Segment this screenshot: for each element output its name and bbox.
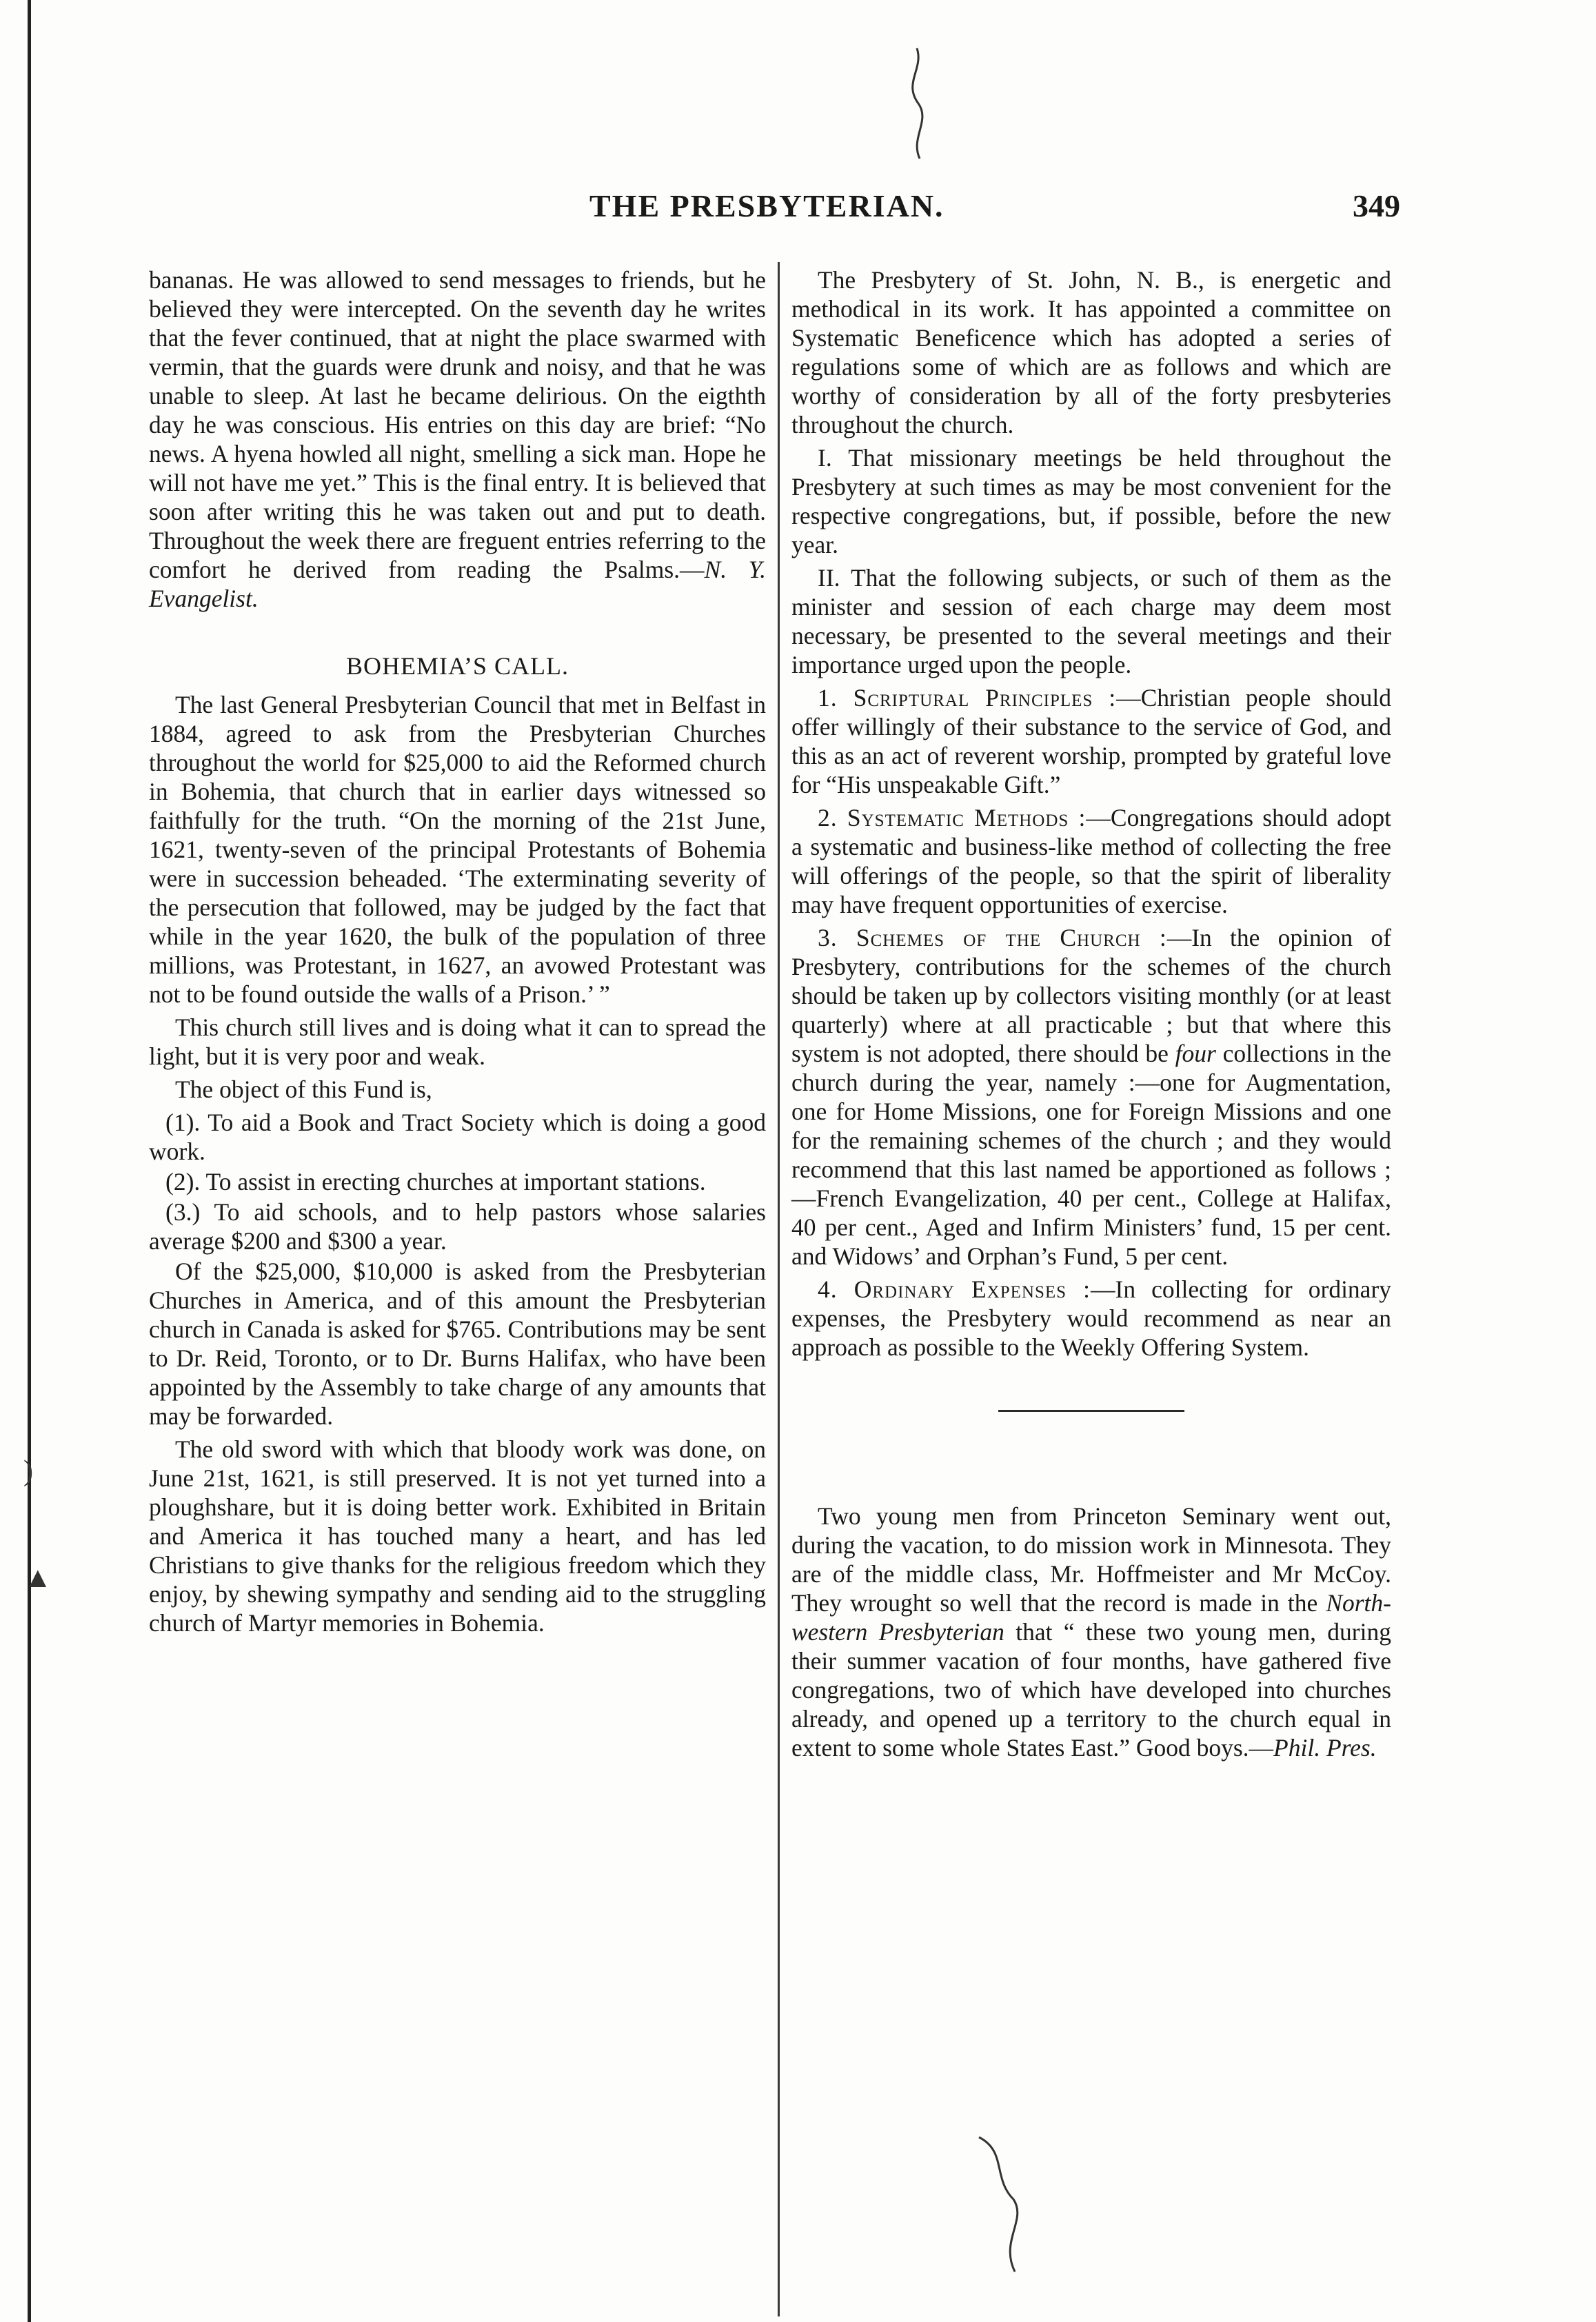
- article-text: that “ these two young men, during their summer vacation of four months, have gathered five congregations, two of which have developed into churches already, and opened up a territory to the church equal in extent to some whole States East.” Good boys.—: [791, 1618, 1391, 1761]
- margin-mark: ▲: [23, 1562, 52, 1594]
- subject-label: 1. Scriptural Principles :: [818, 684, 1117, 711]
- subject-text: —Christian people should offer willingly of their substance to the service of God, and this as an act of reverent worship, prompted by grateful love for “His unspeakable Gift.”: [791, 684, 1391, 798]
- fund-object-item: (1). To aid a Book and Tract Society which is doing a good work.: [149, 1109, 766, 1165]
- article-heading: BOHEMIA’S CALL.: [345, 652, 569, 680]
- article-paragraph: The last General Presbyterian Council that met in Belfast in 1884, agreed to ask from the Presbyterian Churches throughout the world for $25,000 to aid the Reformed church in Bohemia, that church that in earlier days witnessed so faithfully for the truth. “On the morning of the 21st June, 1621, twenty-seven of the principal Protestants of Bohemia were in succession beheaded. ‘The exterminating severity of the persecution that followed, may be judged by the fact that while in the year 1620, the bulk of the population of three millions, was Protestant, in 1627, an avowed Protestant was not to be found outside the walls of a Prison.’ ”: [149, 691, 766, 1008]
- right-column: [791, 265, 1391, 1766]
- fund-object-item: (2). To assist in erecting churches at important stations.: [165, 1168, 706, 1195]
- column-divider: [778, 262, 780, 2316]
- margin-mark: ): [23, 1455, 33, 1487]
- article-paragraph: This church still lives and is doing what it can to spread the light, but it is very poor and weak.: [149, 1013, 766, 1070]
- subject-item: [791, 803, 1391, 919]
- regulation-item: I. That missionary meetings be held throughout the Presbytery at such times as may be most convenient for the respective congregations, but, if possible, before the new year.: [791, 444, 1391, 558]
- subject-text: —In the opinion of Presbytery, contributions for the schemes of the church should be taken up by collectors visiting monthly (or at least quarterly) where at all practicable ; but that where this system is not adopted, there should be: [791, 924, 1391, 1067]
- margin-scrawl-bottom: [965, 2130, 1048, 2282]
- article-continuation-text: bananas. He was allowed to send messages to friends, but he believed they were intercepted. On the seventh day he writes that the fever continued, that at night the place swarmed with vermin, that the guards were drunk and noisy, and that he was unable to sleep. At last he became delirious. On the eigthth day he was conscious. His entries on this day are brief: “No news. A hyena howled all night, smelling a sick man. Hope he will not have me yet.” This is the final entry. It is believed that soon after writing this he was taken out and put to death. Throughout the week there are freguent entries referring to the comfort he derived from reading the Psalms.—: [149, 266, 766, 583]
- article-paragraph: [791, 1502, 1391, 1762]
- newspaper-title: North-western Presbyterian: [791, 1589, 1391, 1646]
- subject-item: [791, 923, 1391, 1271]
- subject-label: 3. Schemes of the Church :: [818, 924, 1167, 951]
- subject-item: [791, 683, 1391, 799]
- article-paragraph: The Presbytery of St. John, N. B., is energetic and methodical in its work. It has appointed a committee on Systematic Beneficence which has adopted a series of regulations some of which are as follows and which are worthy of consideration by all of the forty presbyteries throughout the church.: [791, 266, 1391, 438]
- left-column: [149, 265, 766, 1642]
- subject-text: —In collecting for ordinary expenses, the Presbytery would recommend as near an approach as possible to the Weekly Offering System.: [791, 1275, 1392, 1361]
- article-continuation: [149, 265, 766, 613]
- page-edge-rule: [28, 0, 31, 2322]
- article-paragraph: Of the $25,000, $10,000 is asked from the Presbyterian Churches in America, and of this amount the Presbyterian church in Canada is asked for $765. Contributions may be sent to Dr. Reid, Toronto, or to Dr. Burns Halifax, who have been appointed by the Assembly to take charge of any amounts that may be forwarded.: [149, 1258, 766, 1430]
- subject-label: 4. Ordinary Expenses :: [818, 1275, 1091, 1303]
- margin-scrawl-top: [876, 41, 958, 179]
- subject-text: —Congregations should adopt a systematic and business-like method of collecting the free will offerings of the people, so that the spirit of liberality may have frequent opportunities of exercise.: [791, 804, 1391, 918]
- subject-label: 2. Systematic Methods :: [818, 804, 1087, 831]
- article-paragraph: The old sword with which that bloody work was done, on June 21st, 1621, is still preserved. It is not yet turned into a ploughshare, but it is doing better work. Exhibited in Britain and America it has touched many a heart, and has led Christians to give thanks for the religious freedom which they enjoy, by shewing sympathy and sending aid to the struggling church of Martyr memories in Bohemia.: [149, 1435, 766, 1637]
- page-number: 349: [1353, 188, 1400, 223]
- subject-emphasis: four: [1175, 1040, 1216, 1067]
- article-paragraph: The object of this Fund is,: [175, 1076, 432, 1103]
- publication-title: THE PRESBYTERIAN.: [589, 188, 945, 223]
- section-divider: [998, 1410, 1184, 1412]
- article-text: Two young men from Princeton Seminary went out, during the vacation, to do mission work in Minnesota. They are of the middle class, Mr. Hoffmeister and Mr McCoy. They wrought so well that the record is made in the: [791, 1502, 1391, 1617]
- regulation-item: II. That the following subjects, or such of them as the minister and session of each charge may deem most necessary, be presented to the several meetings and their importance urged upon the people.: [791, 564, 1391, 678]
- subject-item: [791, 1275, 1391, 1362]
- article-source: Phil. Pres.: [1273, 1734, 1377, 1761]
- subject-text: collections in the church during the year, namely :—one for Augmentation, one for Home Missions, one for Foreign Missions and one for the remaining schemes of the church ; and they would recommend that this last named be apportioned as follows ;—French Evangelization, 40 per cent., College at Halifax, 40 per cent., Aged and Infirm Ministers’ fund, 15 per cent. and Widows’ and Orphan’s Fund, 5 per cent.: [791, 1040, 1391, 1270]
- running-header: [0, 188, 1596, 229]
- article-source: N. Y. Evangelist.: [149, 556, 766, 612]
- fund-object-item: (3.) To aid schools, and to help pastors whose salaries average $200 and $300 a year.: [149, 1198, 766, 1255]
